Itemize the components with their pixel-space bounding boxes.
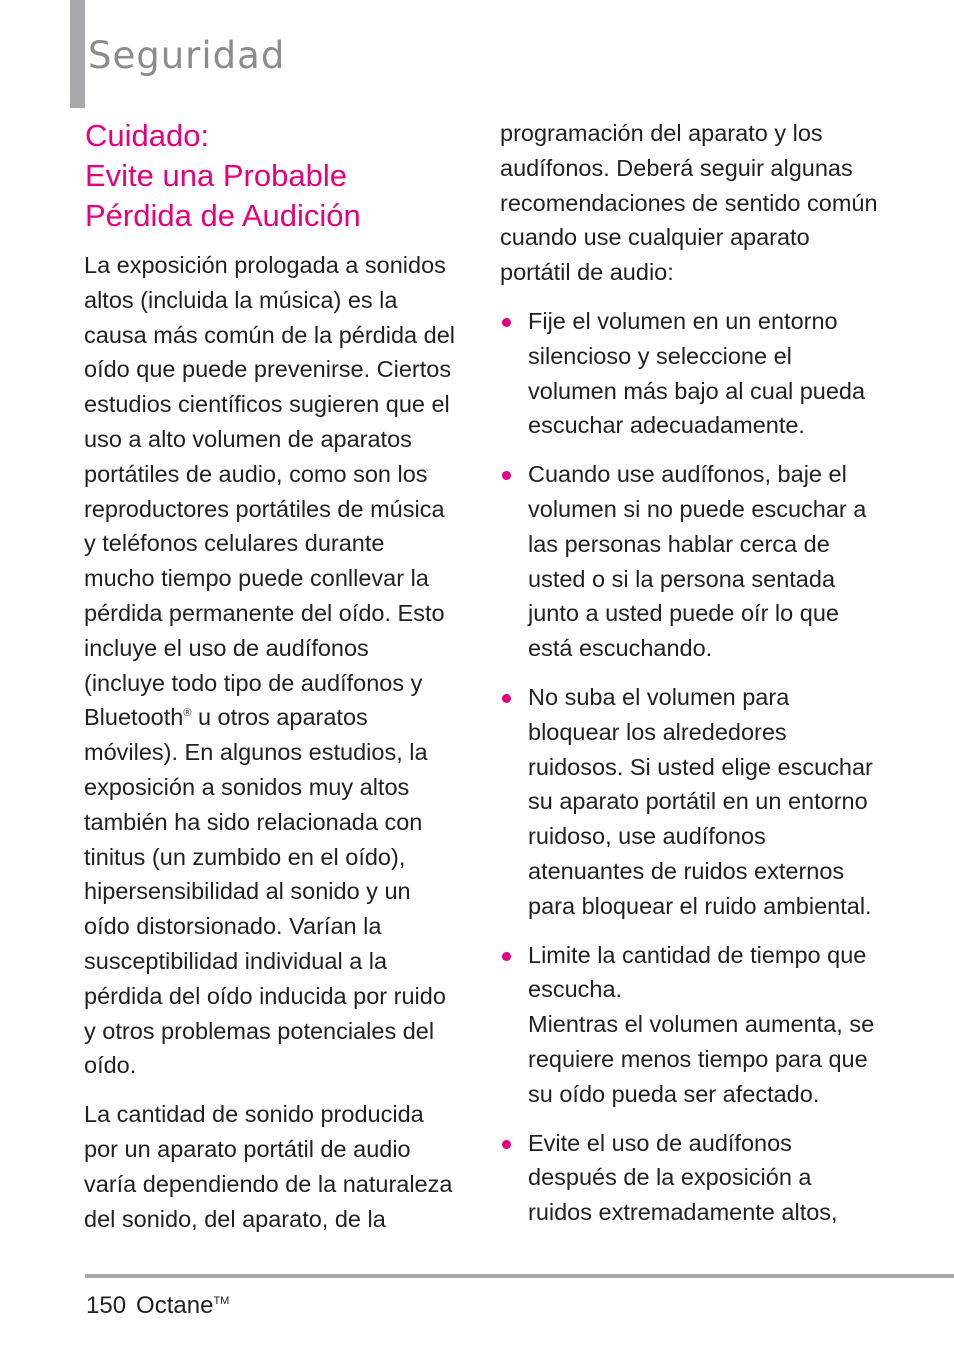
list-item-text: No suba el volumen para bloquear los alrededores ruidosos. Si usted elige escuchar su aparato portátil en un entorno ruidoso, use audífonos atenuantes de ruidos externos para bloquear el ruido ambiental.	[528, 683, 873, 919]
list-item-extra-text: Mientras el volumen aumenta, se requiere menos tiempo para que su oído pueda ser afectado.	[528, 1011, 875, 1107]
list-item	[500, 304, 880, 443]
page-number: 150	[86, 1292, 127, 1319]
paragraph-sound-amount: La cantidad de sonido producida por un aparato portátil de audio varía dependiendo de la naturaleza del sonido, del aparato, de la	[84, 1101, 453, 1232]
paragraph-exposure-part-1: La exposición prologada a sonidos altos (incluida la música) es la causa más común de la pérdida del oído que puede prevenirse. Ciertos estudios científicos sugieren que el uso a alto volumen de aparatos portátiles de audio, como son los reproductores portátiles de música y teléfonos celulares durante mucho tiempo puede conllevar la pérdida permanente del oído. Esto incluye el uso de audífonos (incluye todo tipo de audífonos y Bluetooth	[84, 252, 455, 731]
left-column	[84, 248, 456, 1236]
footer-divider	[85, 1274, 954, 1278]
heading-line-1: Cuidado:	[85, 118, 210, 153]
bullet-dot-icon	[502, 952, 511, 961]
page-footer	[86, 1292, 229, 1320]
heading-line-2: Evite una Probable	[85, 158, 347, 193]
list-item	[500, 457, 880, 666]
list-item	[500, 680, 880, 924]
list-item-text: Fije el volumen en un entorno silencioso y seleccione el volumen más bajo al cual pueda escuchar adecuadamente.	[528, 307, 866, 439]
product-name: Octane	[136, 1292, 214, 1319]
registered-mark: ®	[183, 707, 192, 720]
bullet-dot-icon	[502, 694, 511, 703]
section-side-bar	[70, 0, 85, 108]
page-heading	[85, 116, 455, 236]
list-item	[500, 938, 880, 1112]
list-item-text: Cuando use audífonos, baje el volumen si no puede escuchar a las personas hablar cerca de usted o si la persona sentada junto a usted puede oír lo que está escuchando.	[528, 461, 867, 662]
paragraph-exposure-part-2: u otros aparatos móviles). En algunos estudios, la exposición a sonidos muy altos también ha sido relacionada con tinitus (un zumbido en el oído), hipersensibilidad al sonido y un oído distorsionado. Varían la susceptibilidad individual a la pérdida del oído inducida por ruido y otros problemas potenciales del oído.	[84, 704, 446, 1079]
trademark-mark: TM	[213, 1295, 230, 1307]
list-item-text: Limite la cantidad de tiempo que escucha.	[528, 941, 867, 1003]
section-title: Seguridad	[88, 34, 286, 77]
bullet-dot-icon	[502, 318, 511, 327]
list-item-text: Evite el uso de audífonos después de la exposición a ruidos extremadamente altos,	[528, 1129, 838, 1226]
heading-line-3: Pérdida de Audición	[85, 198, 361, 233]
bullet-dot-icon	[502, 1140, 511, 1149]
bullet-dot-icon	[502, 471, 511, 480]
paragraph-recommendations-intro: programación del aparato y los audífonos. Deberá seguir algunas recomendaciones de sentido común cuando use cualquier aparato portátil de audio:	[500, 120, 878, 286]
recommendations-list	[500, 304, 880, 1230]
paragraph-exposure	[84, 248, 456, 1083]
right-column	[500, 116, 880, 1244]
list-item	[500, 1126, 880, 1230]
